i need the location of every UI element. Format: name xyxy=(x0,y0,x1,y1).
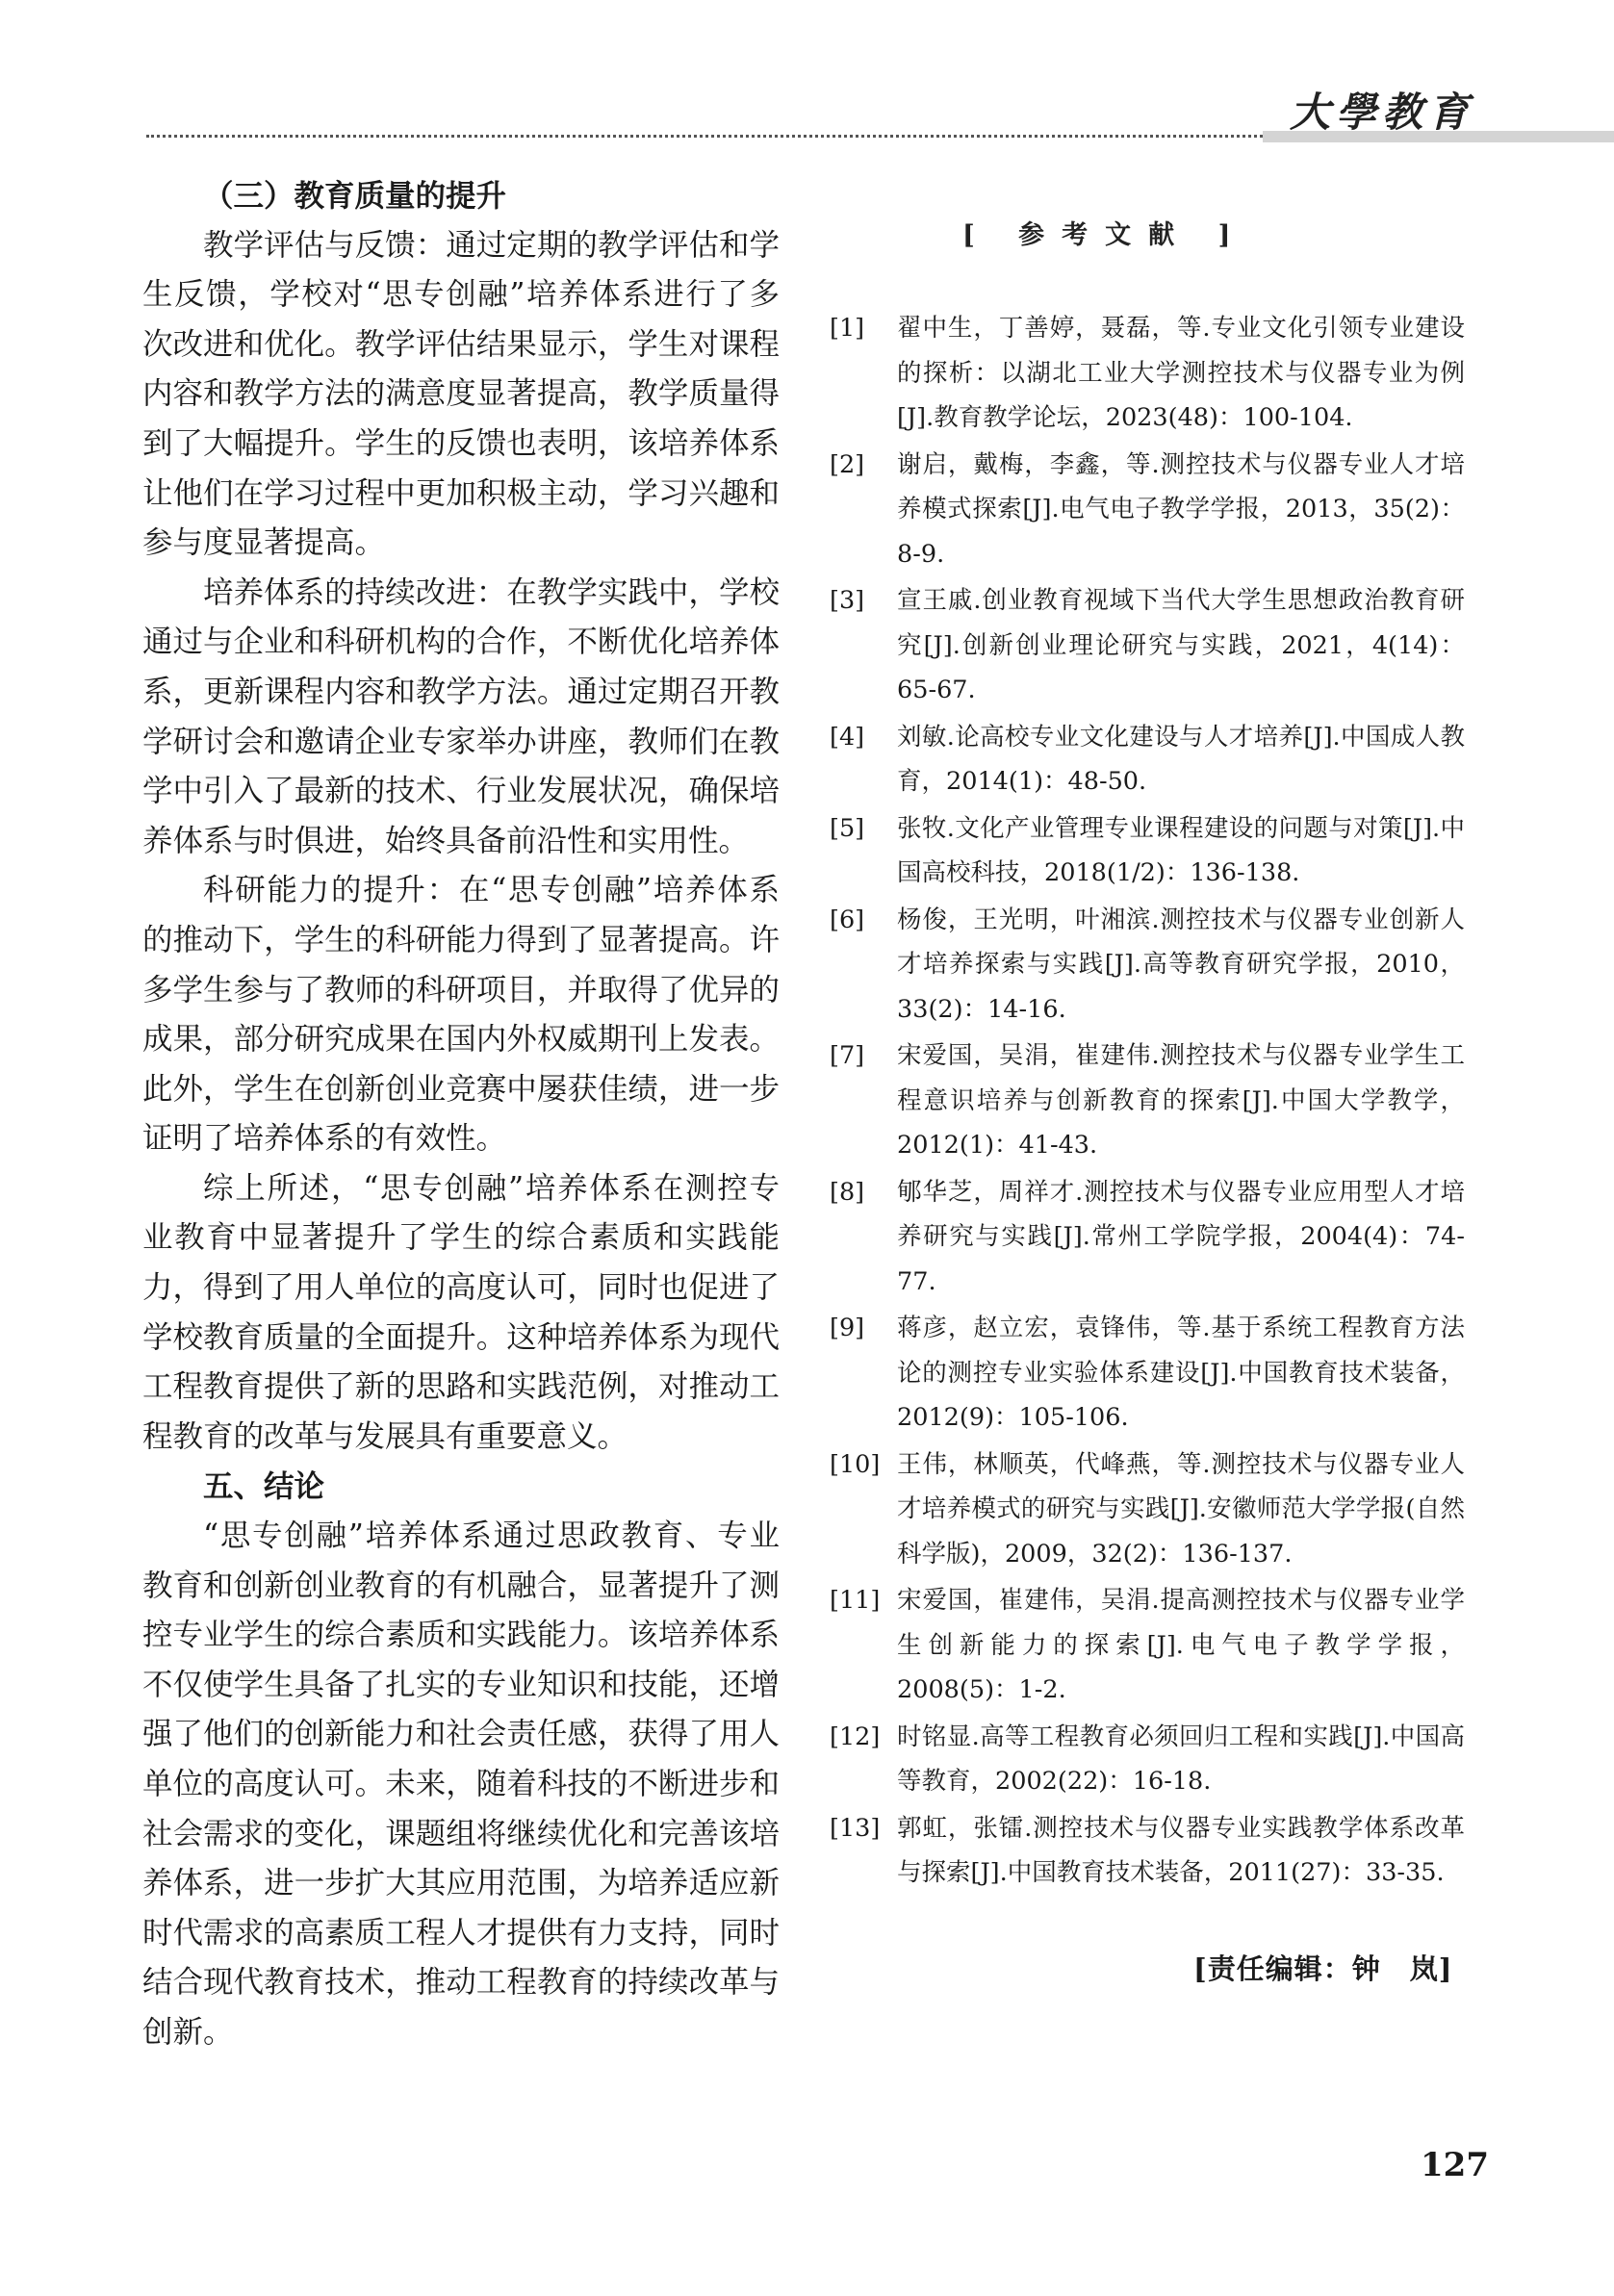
reference-text: 时铭显.高等工程教育必须回归工程和实践[J].中国高等教育，2002(22)：16-18. xyxy=(897,1722,1465,1796)
reference-item xyxy=(830,806,1465,896)
paragraph-teaching-evaluation: 教学评估与反馈：通过定期的教学评估和学生反馈，学校对“思专创融”培养体系进行了多次改进和优化。教学评估结果显示，学生对课程内容和教学方法的满意度显著提高，教学质量得到了大幅提升。学生的反馈也表明，该培养体系让他们在学习过程中更加积极主动，学习兴趣和参与度显著提高。 xyxy=(142,227,780,561)
reference-number: [2] xyxy=(830,449,865,479)
reference-number: [8] xyxy=(830,1177,865,1207)
paragraph-conclusion: “思专创融”培养体系通过思政教育、专业教育和创新创业教育的有机融合，显著提升了测控专业学生的综合素质和实践能力。该培养体系不仅使学生具备了扎实的专业知识和技能，还增强了他们的创新能力和社会责任感，获得了用人单位的高度认可。未来，随着科技的不断进步和社会需求的变化，课题组将继续优化和完善该培养体系，进一步扩大其应用范围，为培养适应新时代需求的高素质工程人才提供有力支持，同时结合现代教育技术，推动工程教育的持续改革与创新。 xyxy=(142,1518,780,2050)
reference-number: [9] xyxy=(830,1314,865,1342)
reference-number: [11] xyxy=(830,1586,881,1615)
reference-number: [10] xyxy=(830,1449,881,1479)
section-heading-conclusion: 五、结论 xyxy=(203,1468,325,1505)
journal-logo: 大學教育 xyxy=(1290,89,1475,136)
reference-item xyxy=(830,1715,1465,1804)
paragraph-research-ability: 科研能力的提升：在“思专创融”培养体系的推动下，学生的科研能力得到了显著提高。许多学生参与了教师的科研项目，并取得了优异的成果，部分研究成果在国内外权威期刊上发表。此外，学生在创新创业竞赛中屡获佳绩，进一步证明了培养体系的有效性。 xyxy=(142,873,780,1157)
reference-number: [6] xyxy=(830,905,865,934)
reference-text: 宣王戚.创业教育视域下当代大学生思想政治教育研究[J].创新创业理论研究与实践，2021，4(14)：65-67. xyxy=(897,586,1465,704)
reference-text: 刘敏.论高校专业文化建设与人才培养[J].中国成人教育，2014(1)：48-50. xyxy=(897,722,1465,796)
paragraph-continuous-improvement: 培养体系的持续改进：在教学实践中，学校通过与企业和科研机构的合作，不断优化培养体系，更新课程内容和教学方法。通过定期召开教学研讨会和邀请企业专家举办讲座，教师们在教学中引入了最新的技术、行业发展状况，确保培养体系与时俱进，始终具备前沿性和实用性。 xyxy=(142,574,780,858)
reference-item xyxy=(830,578,1465,713)
reference-number: [3] xyxy=(830,586,865,615)
reference-text: 宋爱国，吴涓，崔建伟.测控技术与仪器专业学生工程意识培养与创新教育的探索[J].中国大学教学，2012(1)：41-43. xyxy=(897,1041,1465,1160)
reference-item xyxy=(830,1806,1465,1896)
header-dotted-rule xyxy=(146,135,1263,138)
reference-text: 杨俊，王光明，叶湘滨.测控技术与仪器专业创新人才培养探索与实践[J].高等教育研究学报，2010，33(2)：14-16. xyxy=(897,905,1465,1024)
reference-item xyxy=(830,1442,1465,1577)
reference-item xyxy=(830,1306,1465,1441)
section-heading-quality: （三）教育质量的提升 xyxy=(203,178,507,214)
reference-item xyxy=(830,715,1465,804)
reference-item xyxy=(830,443,1465,577)
reference-number: [7] xyxy=(830,1041,865,1070)
responsible-editor: [责任编辑：钟 岚] xyxy=(1193,1952,1453,1985)
reference-text: 王伟，林顺英，代峰燕，等.测控技术与仪器专业人才培养模式的研究与实践[J].安徽师范大学学报(自然科学版)，2009，32(2)：136-137. xyxy=(897,1449,1465,1569)
reference-item xyxy=(830,1170,1465,1305)
page-number: 127 xyxy=(1421,2146,1489,2184)
reference-text: 张牧.文化产业管理专业课程建设的问题与对策[J].中国高校科技，2018(1/2)：136-138. xyxy=(897,813,1465,887)
reference-text: 郇华芝，周祥才.测控技术与仪器专业应用型人才培养研究与实践[J].常州工学院学报，2004(4)：74-77. xyxy=(897,1177,1465,1296)
reference-item xyxy=(830,898,1465,1033)
reference-text: 宋爱国，崔建伟，吴涓.提高测控技术与仪器专业学生创新能力的探索[J].电气电子教学学报，2008(5)：1-2. xyxy=(897,1586,1465,1704)
reference-text: 郭虹，张镭.测控技术与仪器专业实践教学体系改革与探索[J].中国教育技术装备，2011(27)：33-35. xyxy=(897,1813,1465,1887)
reference-item xyxy=(830,1578,1465,1713)
reference-text: 翟中生，丁善婷，聂磊，等.专业文化引领专业建设的探析：以湖北工业大学测控技术与仪器专业为例[J].教育教学论坛，2023(48)：100-104. xyxy=(897,314,1465,432)
paragraph-summary: 综上所述，“思专创融”培养体系在测控专业教育中显著提升了学生的综合素质和实践能力，得到了用人单位的高度认可，同时也促进了学校教育质量的全面提升。这种培养体系为现代工程教育提供了新的思路和实践范例，对推动工程教育的改革与发展具有重要意义。 xyxy=(142,1170,780,1454)
reference-number: [4] xyxy=(830,722,865,752)
reference-text: 谢启，戴梅，李鑫，等.测控技术与仪器专业人才培养模式探索[J].电气电子教学学报，2013，35(2)：8-9. xyxy=(897,449,1465,569)
references-list xyxy=(830,306,1465,1898)
reference-item xyxy=(830,1033,1465,1168)
left-column xyxy=(142,171,780,2058)
reference-number: [13] xyxy=(830,1813,881,1843)
reference-number: [12] xyxy=(830,1722,881,1751)
reference-item xyxy=(830,306,1465,441)
reference-text: 蒋彦，赵立宏，袁锋伟，等.基于系统工程教育方法论的测控专业实验体系建设[J].中国教育技术装备，2012(9)：105-106. xyxy=(897,1314,1465,1432)
reference-number: [5] xyxy=(830,813,865,843)
references-title: [ 参考文献 ] xyxy=(962,220,1248,250)
reference-number: [1] xyxy=(830,314,865,343)
